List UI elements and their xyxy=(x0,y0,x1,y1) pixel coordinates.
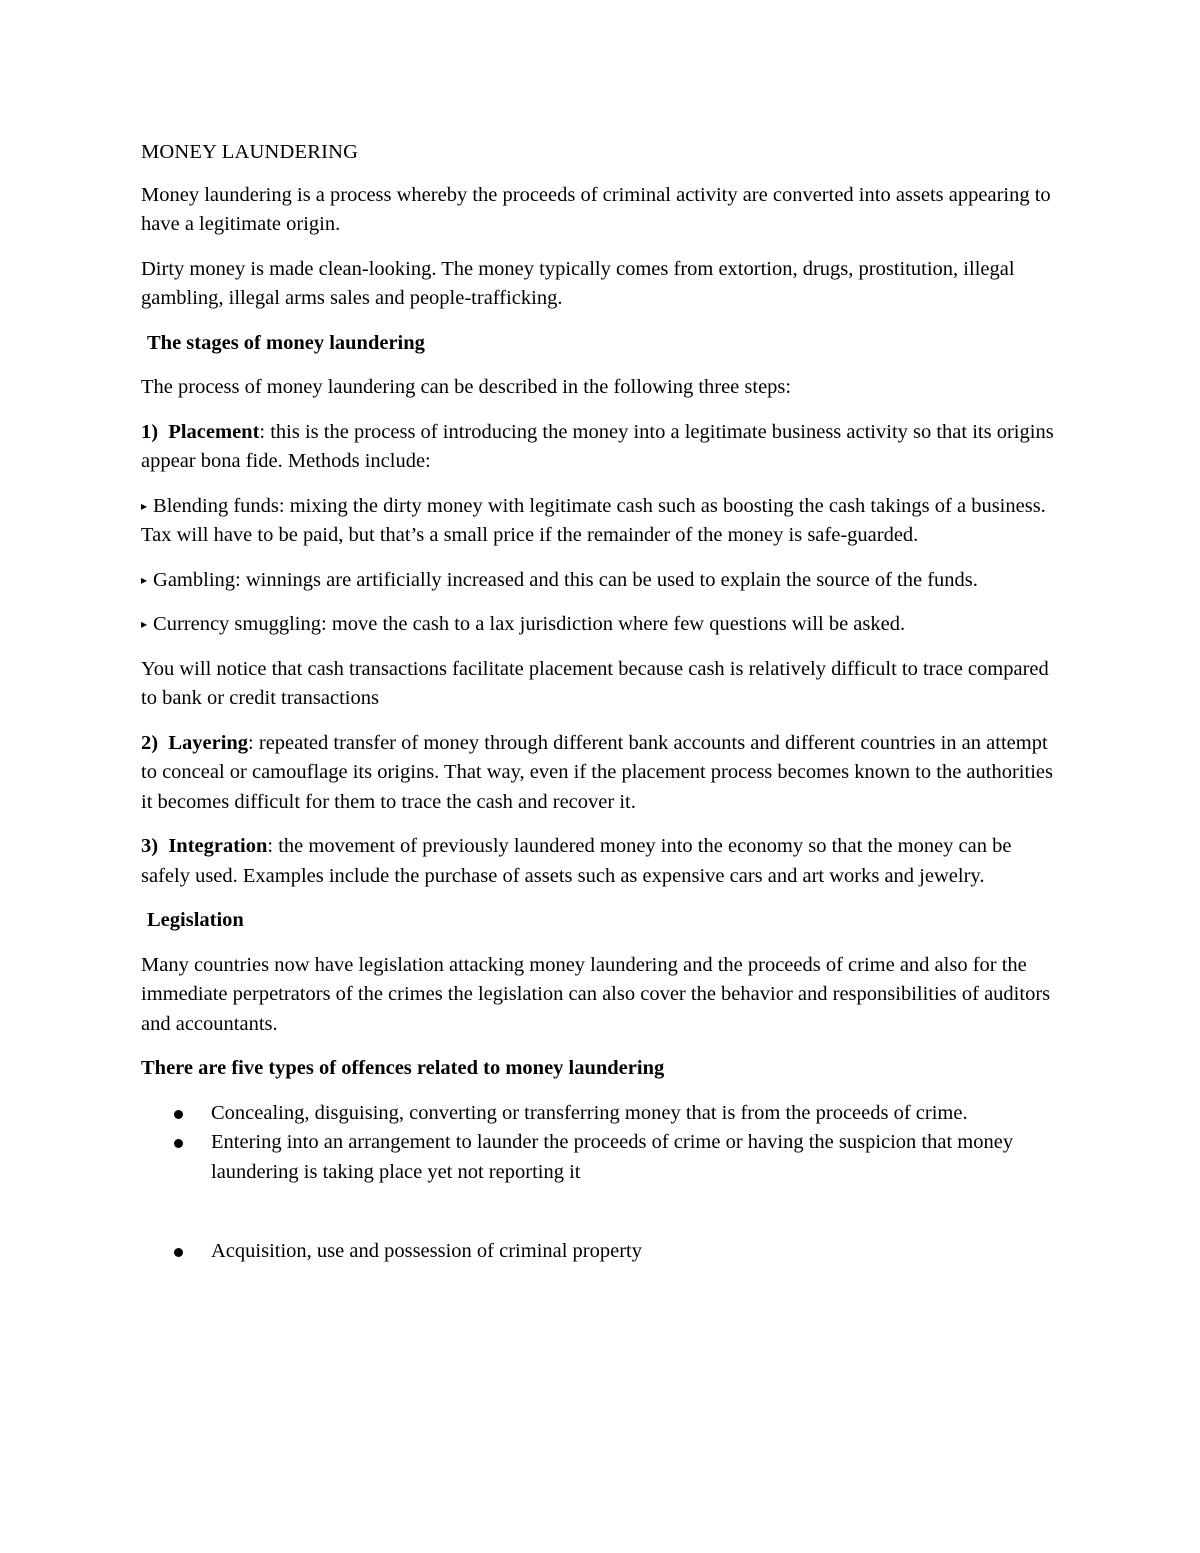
method-text: Blending funds: mixing the dirty money with legitimate cash such as boosting the cash takings of a business. Tax will have to be paid, but that’s a small price if the remainder of the money is safe-guarded. xyxy=(141,494,1046,546)
method-item xyxy=(141,610,1061,640)
placement-term: Placement xyxy=(168,420,260,443)
layering-number: 2) xyxy=(141,731,159,754)
placement-paragraph xyxy=(141,418,1061,477)
intro-paragraph-2: Dirty money is made clean-looking. The money typically comes from extortion, drugs, prostitution, illegal gambling, illegal arms sales and people-trafficking. xyxy=(141,257,1015,309)
cash-note-paragraph: You will notice that cash transactions facilitate placement because cash is relatively difficult to trace compared to bank or credit transactions xyxy=(141,657,1049,709)
bullet-icon xyxy=(174,1139,183,1148)
layering-text: : repeated transfer of money through different bank accounts and different countries in an attempt to conceal or camouflage its origins. That way, even if the placement process becomes known to the authorities it becomes difficult for them to trace the cash and recover it. xyxy=(141,731,1053,813)
document-title: MONEY LAUNDERING xyxy=(141,141,359,163)
bullet-icon xyxy=(174,1248,183,1257)
triangle-bullet-icon: ▸ xyxy=(141,498,148,513)
integration-number: 3) xyxy=(141,835,159,857)
layering-paragraph xyxy=(141,729,1061,818)
integration-paragraph xyxy=(141,832,1061,891)
list-item xyxy=(141,1237,1061,1267)
triangle-bullet-icon: ▸ xyxy=(141,572,148,587)
layering-term: Layering xyxy=(168,731,249,754)
triangle-bullet-icon: ▸ xyxy=(141,617,148,631)
legislation-heading: Legislation xyxy=(147,909,244,931)
offence-text: Entering into an arrangement to launder the proceeds of crime or having the suspicion that money laundering is taking place yet not reporting it xyxy=(211,1131,1014,1183)
integration-text: : the movement of previously laundered money into the economy so that the money can be safely used. Examples include the purchase of assets such as expensive cars and art works and jewelry. xyxy=(141,835,1012,887)
intro-paragraph-1: Money laundering is a process whereby the proceeds of criminal activity are converted into assets appearing to have a legitimate origin. xyxy=(141,183,1051,235)
method-text: Gambling: winnings are artificially increased and this can be used to explain the source of the funds. xyxy=(153,568,978,591)
list-spacer xyxy=(141,1187,1061,1237)
stages-intro: The process of money laundering can be described in the following three steps: xyxy=(141,376,792,398)
method-item xyxy=(141,492,1061,551)
list-item xyxy=(141,1099,1061,1129)
stages-heading: The stages of money laundering xyxy=(147,331,425,354)
method-item xyxy=(141,566,1061,596)
placement-text: : this is the process of introducing the money into a legitimate business activity so that its origins appear bona fide. Methods include: xyxy=(141,420,1054,472)
list-item xyxy=(141,1128,1061,1187)
offence-text: Concealing, disguising, converting or transferring money that is from the proceeds of crime. xyxy=(211,1101,968,1124)
offence-text: Acquisition, use and possession of criminal property xyxy=(211,1240,643,1262)
document-page xyxy=(141,138,1061,1267)
placement-number: 1) xyxy=(141,420,159,443)
legislation-paragraph: Many countries now have legislation attacking money laundering and the proceeds of crime and also for the immediate perpetrators of the crimes the legislation can also cover the behavior and responsibilities of auditors and accountants. xyxy=(141,953,1051,1035)
method-text: Currency smuggling: move the cash to a lax jurisdiction where few questions will be asked. xyxy=(153,613,906,635)
bullet-icon xyxy=(174,1110,183,1119)
integration-term: Integration xyxy=(168,835,268,857)
offences-heading: There are five types of offences related to money laundering xyxy=(141,1057,665,1079)
offences-list xyxy=(141,1099,1061,1267)
